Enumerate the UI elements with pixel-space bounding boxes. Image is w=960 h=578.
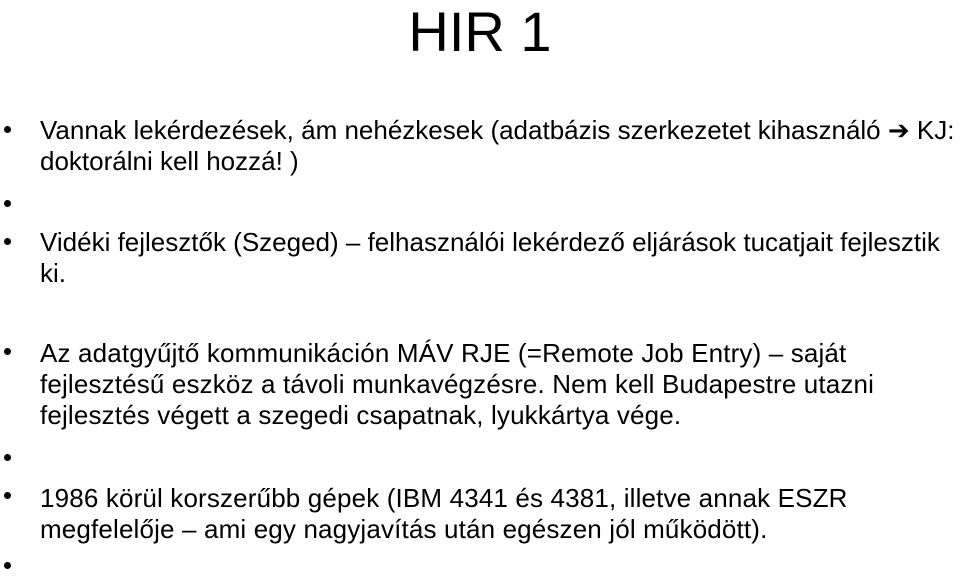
bullet-icon xyxy=(2,346,14,358)
bullet-text-1 xyxy=(40,115,955,177)
bullet-text-1-part-2: KJ: doktorálni kell hozzá! ) xyxy=(40,115,955,176)
bullet-icon xyxy=(2,236,14,248)
arrow-right-icon: ➔ xyxy=(887,115,910,145)
bullet-icon xyxy=(2,452,14,464)
bullet-icon xyxy=(2,490,14,502)
bullet-text-6: 1986 körül korszerűbb gépek (IBM 4341 és 4381, illetve annak ESZR megfelelője – ami egy nagyjavítás után egészen jól működött). xyxy=(40,483,848,544)
bullet-icon xyxy=(2,560,14,572)
bullet-icon xyxy=(2,124,14,136)
bullet-icon xyxy=(2,198,14,210)
bullet-text-1-part-1: Vannak lekérdezések, ám nehézkesek (adatbázis szerkezetet kihasználó xyxy=(40,115,888,145)
bullet-text-3: Vidéki fejlesztők (Szeged) – felhasználói lekérdező eljárások tucatjait fejlesztik ki. xyxy=(40,227,940,288)
bullet-text-4: Az adatgyűjtő kommunikáción MÁV RJE (=Remote Job Entry) – saját fejlesztésű eszköz a távoli munkavégzésre. Nem kell Budapestre utazni fejlesztés végett a szegedi csapatnak, lyukkártya vége. xyxy=(40,338,875,430)
slide-title: HIR 1 xyxy=(408,0,552,63)
